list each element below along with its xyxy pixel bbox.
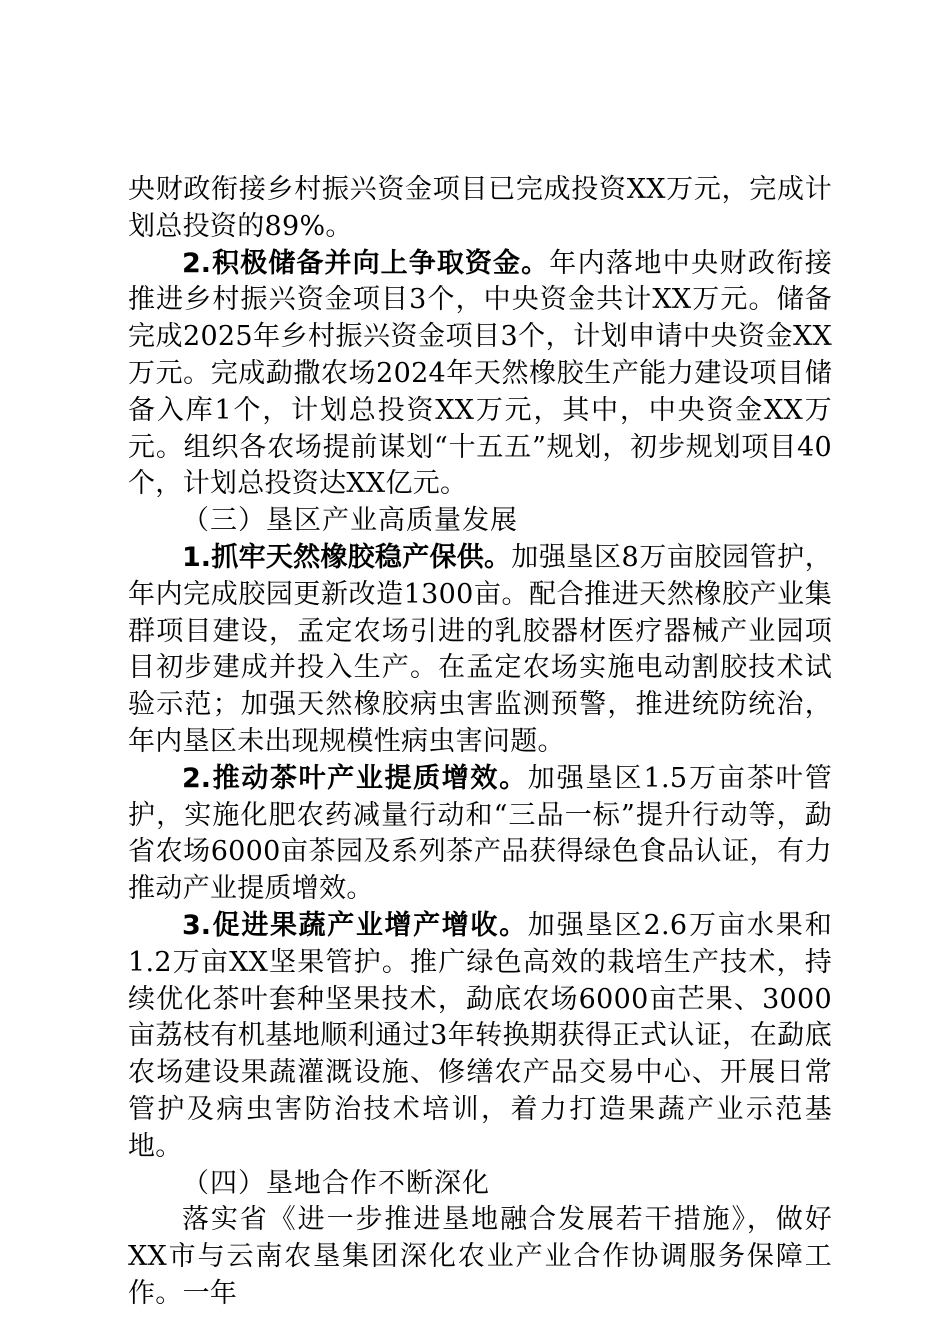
section-heading-text: （四）垦地合作不断深化: [182, 1167, 490, 1199]
paragraph-lead: 1.抓牢天然橡胶稳产保供。: [182, 541, 512, 573]
section-heading-3: [128, 503, 832, 540]
paragraph-tea: [128, 761, 832, 908]
paragraph-continuation: [128, 172, 832, 246]
paragraph-text: 落实省《进一步推进垦地融合发展若干措施》，做好XX市与云南农垦集团深化农业产业合作协调服务保障工作。一年: [128, 1204, 832, 1309]
paragraph-cooperation: [128, 1202, 832, 1312]
paragraph-text: 年内落地中央财政衔接推进乡村振兴资金项目3个，中央资金共计XX万元。储备完成2025年乡村振兴资金项目3个，计划申请中央资金XX万元。完成勐撒农场2024年天然橡胶生产能力建设项目储备入库1个，计划总投资XX万元，其中，中央资金XX万元。组织各农场提前谋划“十五五”规划，初步规划项目40个，计划总投资达XX亿元。: [128, 247, 833, 500]
paragraph-fruit: [128, 908, 832, 1166]
section-heading-text: （三）垦区产业高质量发展: [182, 505, 518, 537]
paragraph-text: 加强垦区2.6万亩水果和1.2万亩XX坚果管护。推广绿色高效的栽培生产技术，持续优化茶叶套种坚果技术，勐底农场6000亩芒果、3000亩荔枝有机基地顺利通过3年转换期获得正式认证，在勐底农场建设果蔬灌溉设施、修缮农产品交易中心、开展日常管护及病虫害防治技术培训，着力打造果蔬产业示范基地。: [128, 909, 833, 1162]
paragraph-text: 央财政衔接乡村振兴资金项目已完成投资XX万元，完成计划总投资的89%。: [128, 174, 832, 242]
document-page: [128, 172, 832, 1313]
paragraph-lead: 3.促进果蔬产业增产增收。: [182, 909, 528, 941]
paragraph-text: 加强垦区8万亩胶园管护，年内完成胶园更新改造1300亩。配合推进天然橡胶产业集群项目建设，孟定农场引进的乳胶器材医疗器械产业园项目初步建成并投入生产。在孟定农场实施电动割胶技术试验示范；加强天然橡胶病虫害监测预警，推进统防统治，年内垦区未出现规模性病虫害问题。: [128, 541, 832, 757]
section-heading-4: [128, 1166, 832, 1203]
paragraph-text: 加强垦区1.5万亩茶叶管护，实施化肥农药减量行动和“三品一标”提升行动等，勐省农场6000亩茶园及系列茶产品获得绿色食品认证，有力推动产业提质增效。: [128, 762, 833, 905]
paragraph-lead: 2.推动茶叶产业提质增效。: [182, 762, 528, 794]
paragraph-rubber: [128, 540, 832, 761]
paragraph-funding: [128, 246, 832, 504]
paragraph-lead: 2.积极储备并向上争取资金。: [182, 247, 550, 279]
